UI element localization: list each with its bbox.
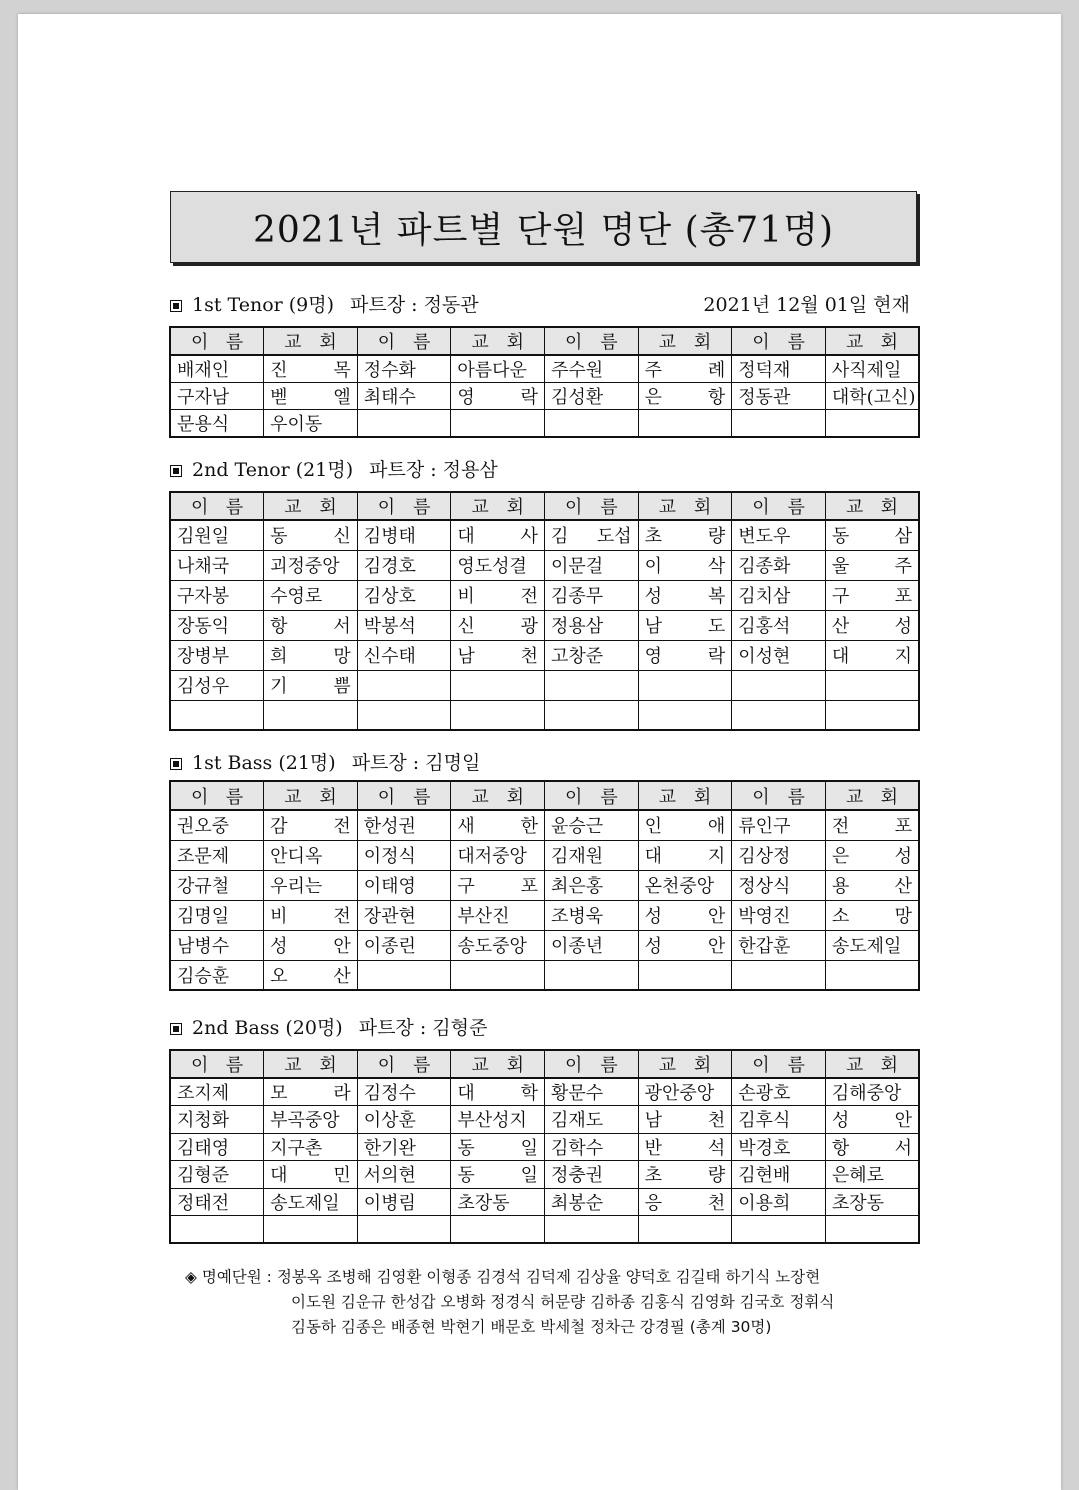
- church-cell: [825, 960, 919, 990]
- church-cell: 인 애: [638, 810, 732, 840]
- table-row: [170, 410, 919, 438]
- table-header-row: [170, 327, 919, 355]
- table-header-row: [170, 1050, 919, 1078]
- church-cell: 영도성결: [451, 550, 545, 580]
- church-cell: 성 안: [825, 1106, 919, 1134]
- member-name-cell: 주수원: [545, 355, 639, 383]
- column-header-name: 이 름: [357, 1050, 451, 1078]
- member-name-cell: 나채국: [170, 550, 264, 580]
- column-header-name: 이 름: [357, 492, 451, 520]
- member-name-cell: 장동익: [170, 610, 264, 640]
- church-cell: [638, 960, 732, 990]
- member-name-cell: 김현배: [732, 1161, 826, 1189]
- church-cell: 구 포: [825, 580, 919, 610]
- column-header-name: 이 름: [170, 781, 264, 810]
- column-header-church: 교 회: [825, 781, 919, 810]
- member-name-cell: [545, 700, 639, 730]
- honorary-line: 이도원 김운규 한성갑 오병화 정경식 허문량 김하종 김홍식 김영화 김국호 정휘식: [291, 1293, 835, 1311]
- church-cell: 초장동: [451, 1188, 545, 1216]
- column-header-church: 교 회: [451, 327, 545, 355]
- church-cell: [638, 700, 732, 730]
- church-cell: 아름다운: [451, 355, 545, 383]
- church-cell: 온천중앙: [638, 870, 732, 900]
- member-name-cell: 김재도: [545, 1106, 639, 1134]
- church-cell: [638, 670, 732, 700]
- member-name-cell: 윤승근: [545, 810, 639, 840]
- column-header-church: 교 회: [451, 1050, 545, 1078]
- church-cell: 신 광: [451, 610, 545, 640]
- member-name-cell: [170, 700, 264, 730]
- section-heading-2nd-bass: [170, 1016, 920, 1040]
- church-cell: 용 산: [825, 870, 919, 900]
- member-name-cell: [357, 960, 451, 990]
- member-name-cell: 박영진: [732, 900, 826, 930]
- honorary-members: [185, 1265, 925, 1340]
- title-text: 2021년 파트별 단원 명단 (총71명): [252, 209, 835, 251]
- member-name-cell: 김성우: [170, 670, 264, 700]
- member-name-cell: 김성환: [545, 383, 639, 410]
- column-header-church: 교 회: [264, 492, 358, 520]
- member-name-cell: 정동관: [732, 383, 826, 410]
- church-cell: 비 전: [264, 900, 358, 930]
- part-label: 2nd Tenor (21명): [192, 459, 354, 481]
- member-name-cell: [545, 1216, 639, 1244]
- table-row: [170, 670, 919, 700]
- table-row: [170, 700, 919, 730]
- column-header-name: 이 름: [170, 492, 264, 520]
- member-name-cell: 김상호: [357, 580, 451, 610]
- section-heading-1st-bass: [170, 751, 920, 775]
- church-cell: 대학(고신): [825, 383, 919, 410]
- honorary-line: 김동하 김종은 배종현 박현기 배문호 박세철 정차근 강경필 (총계 30명): [291, 1318, 772, 1336]
- church-cell: 동 일: [451, 1133, 545, 1161]
- member-name-cell: 김경호: [357, 550, 451, 580]
- church-cell: 동 일: [451, 1161, 545, 1189]
- church-cell: 초 량: [638, 1161, 732, 1189]
- square-bullet-icon: [170, 1023, 182, 1035]
- member-name-cell: 구자봉: [170, 580, 264, 610]
- church-cell: 송도제일: [825, 930, 919, 960]
- church-cell: [451, 960, 545, 990]
- church-cell: 성 안: [264, 930, 358, 960]
- column-header-church: 교 회: [638, 1050, 732, 1078]
- church-cell: [638, 1216, 732, 1244]
- square-bullet-icon: [170, 465, 182, 477]
- table-row: [170, 1161, 919, 1189]
- church-cell: 대 사: [451, 520, 545, 550]
- church-cell: 반 석: [638, 1133, 732, 1161]
- church-cell: 항 서: [264, 610, 358, 640]
- member-name-cell: 이용희: [732, 1188, 826, 1216]
- column-header-church: 교 회: [638, 327, 732, 355]
- church-cell: 수영로: [264, 580, 358, 610]
- church-cell: [825, 1216, 919, 1244]
- column-header-name: 이 름: [732, 492, 826, 520]
- church-cell: [264, 1216, 358, 1244]
- church-cell: 새 한: [451, 810, 545, 840]
- column-header-name: 이 름: [545, 327, 639, 355]
- church-cell: [451, 700, 545, 730]
- member-name-cell: [732, 670, 826, 700]
- church-cell: [451, 410, 545, 438]
- member-name-cell: 김정수: [357, 1078, 451, 1106]
- member-name-cell: 이종년: [545, 930, 639, 960]
- column-header-name: 이 름: [357, 327, 451, 355]
- member-name-cell: 이종린: [357, 930, 451, 960]
- column-header-church: 교 회: [264, 1050, 358, 1078]
- member-name-cell: 김형준: [170, 1161, 264, 1189]
- table-row: [170, 1216, 919, 1244]
- member-name-cell: [732, 410, 826, 438]
- member-name-cell: 정태전: [170, 1188, 264, 1216]
- church-cell: 지구촌: [264, 1133, 358, 1161]
- member-name-cell: 한갑훈: [732, 930, 826, 960]
- table-row: [170, 1133, 919, 1161]
- member-name-cell: 정상식: [732, 870, 826, 900]
- member-name-cell: 정덕재: [732, 355, 826, 383]
- part-leader: 파트장 : 정용삼: [369, 459, 498, 481]
- table-row: [170, 900, 919, 930]
- table-header-row: [170, 781, 919, 810]
- roster-table-2nd-bass: [169, 1049, 920, 1244]
- church-cell: 대저중앙: [451, 840, 545, 870]
- church-cell: 부산성지: [451, 1106, 545, 1134]
- member-name-cell: 조문제: [170, 840, 264, 870]
- as-of-date: 2021년 12월 01일 현재: [703, 294, 910, 316]
- page-title: [170, 191, 917, 263]
- table-row: [170, 580, 919, 610]
- member-name-cell: 신수태: [357, 640, 451, 670]
- member-name-cell: 김상정: [732, 840, 826, 870]
- member-name-cell: 정충권: [545, 1161, 639, 1189]
- part-label: 1st Tenor (9명): [192, 294, 335, 316]
- member-name-cell: 최봉순: [545, 1188, 639, 1216]
- member-name-cell: 강규철: [170, 870, 264, 900]
- church-cell: 벧 엘: [264, 383, 358, 410]
- column-header-name: 이 름: [545, 781, 639, 810]
- church-cell: 응 천: [638, 1188, 732, 1216]
- church-cell: 남 천: [451, 640, 545, 670]
- member-name-cell: 김태영: [170, 1133, 264, 1161]
- church-cell: 동 삼: [825, 520, 919, 550]
- member-name-cell: 문용식: [170, 410, 264, 438]
- church-cell: 광안중앙: [638, 1078, 732, 1106]
- church-cell: 희 망: [264, 640, 358, 670]
- church-cell: 송도제일: [264, 1188, 358, 1216]
- table-row: [170, 810, 919, 840]
- member-name-cell: [357, 1216, 451, 1244]
- church-cell: 감 전: [264, 810, 358, 840]
- column-header-name: 이 름: [357, 781, 451, 810]
- member-name-cell: 김승훈: [170, 960, 264, 990]
- church-cell: 부산진: [451, 900, 545, 930]
- table-row: [170, 1078, 919, 1106]
- table-row: [170, 870, 919, 900]
- roster-table-1st-bass: [169, 780, 920, 991]
- member-name-cell: 최태수: [357, 383, 451, 410]
- column-header-name: 이 름: [545, 492, 639, 520]
- church-cell: 소 망: [825, 900, 919, 930]
- member-name-cell: 지청화: [170, 1106, 264, 1134]
- church-cell: 안디옥: [264, 840, 358, 870]
- member-name-cell: 변도우: [732, 520, 826, 550]
- church-cell: 울 주: [825, 550, 919, 580]
- table-row: [170, 1188, 919, 1216]
- column-header-church: 교 회: [264, 781, 358, 810]
- church-cell: [451, 1216, 545, 1244]
- part-leader: 파트장 : 정동관: [350, 294, 479, 316]
- church-cell: 사직제일: [825, 355, 919, 383]
- church-cell: 구 포: [451, 870, 545, 900]
- member-name-cell: 한기완: [357, 1133, 451, 1161]
- column-header-name: 이 름: [732, 781, 826, 810]
- column-header-name: 이 름: [170, 327, 264, 355]
- church-cell: 주 례: [638, 355, 732, 383]
- member-name-cell: 이문걸: [545, 550, 639, 580]
- church-cell: 항 서: [825, 1133, 919, 1161]
- church-cell: 이 삭: [638, 550, 732, 580]
- church-cell: 산 성: [825, 610, 919, 640]
- column-header-church: 교 회: [638, 492, 732, 520]
- member-name-cell: 권오중: [170, 810, 264, 840]
- table-row: [170, 1106, 919, 1134]
- member-name-cell: 김 도섭: [545, 520, 639, 550]
- member-name-cell: 조지제: [170, 1078, 264, 1106]
- part-label: 2nd Bass (20명): [192, 1017, 343, 1039]
- honorary-label: ◈ 명예단원 :: [185, 1268, 272, 1286]
- church-cell: 성 안: [638, 900, 732, 930]
- member-name-cell: 서의현: [357, 1161, 451, 1189]
- church-cell: 비 전: [451, 580, 545, 610]
- church-cell: [825, 670, 919, 700]
- church-cell: 은혜로: [825, 1161, 919, 1189]
- table-row: [170, 960, 919, 990]
- member-name-cell: 최은홍: [545, 870, 639, 900]
- square-bullet-icon: [170, 758, 182, 770]
- member-name-cell: 정수화: [357, 355, 451, 383]
- member-name-cell: 김종무: [545, 580, 639, 610]
- member-name-cell: 남병수: [170, 930, 264, 960]
- table-row: [170, 520, 919, 550]
- church-cell: 대 민: [264, 1161, 358, 1189]
- member-name-cell: 정용삼: [545, 610, 639, 640]
- member-name-cell: [357, 670, 451, 700]
- column-header-church: 교 회: [825, 492, 919, 520]
- section-heading-1st-tenor: [170, 293, 920, 317]
- member-name-cell: [357, 410, 451, 438]
- church-cell: 부곡중앙: [264, 1106, 358, 1134]
- church-cell: 진 목: [264, 355, 358, 383]
- member-name-cell: [545, 670, 639, 700]
- member-name-cell: 장관현: [357, 900, 451, 930]
- column-header-church: 교 회: [264, 327, 358, 355]
- church-cell: 동 신: [264, 520, 358, 550]
- church-cell: 영 락: [451, 383, 545, 410]
- table-row: [170, 840, 919, 870]
- part-label: 1st Bass (21명): [192, 752, 336, 774]
- column-header-church: 교 회: [638, 781, 732, 810]
- church-cell: [264, 700, 358, 730]
- church-cell: 송도중앙: [451, 930, 545, 960]
- member-name-cell: 황문수: [545, 1078, 639, 1106]
- table-row: [170, 640, 919, 670]
- church-cell: 초 량: [638, 520, 732, 550]
- church-cell: 모 라: [264, 1078, 358, 1106]
- church-cell: 대 지: [638, 840, 732, 870]
- table-header-row: [170, 492, 919, 520]
- section-heading-2nd-tenor: [170, 458, 920, 482]
- table-row: [170, 610, 919, 640]
- member-name-cell: 박경호: [732, 1133, 826, 1161]
- church-cell: 남 천: [638, 1106, 732, 1134]
- honorary-line: 정봉옥 조병해 김영환 이형종 김경석 김덕제 김상율 양덕호 김길태 하기식 노장현: [276, 1268, 821, 1286]
- church-cell: 은 성: [825, 840, 919, 870]
- member-name-cell: 고창준: [545, 640, 639, 670]
- member-name-cell: [357, 700, 451, 730]
- member-name-cell: 손광호: [732, 1078, 826, 1106]
- church-cell: 괴정중앙: [264, 550, 358, 580]
- square-bullet-icon: [170, 300, 182, 312]
- roster-table-1st-tenor: [169, 326, 920, 438]
- church-cell: 초장동: [825, 1188, 919, 1216]
- church-cell: 은 항: [638, 383, 732, 410]
- church-cell: [638, 410, 732, 438]
- church-cell: 영 락: [638, 640, 732, 670]
- member-name-cell: 김학수: [545, 1133, 639, 1161]
- column-header-church: 교 회: [825, 1050, 919, 1078]
- column-header-church: 교 회: [451, 492, 545, 520]
- member-name-cell: 구자남: [170, 383, 264, 410]
- member-name-cell: [545, 960, 639, 990]
- member-name-cell: 이성현: [732, 640, 826, 670]
- member-name-cell: [732, 960, 826, 990]
- member-name-cell: 김재원: [545, 840, 639, 870]
- member-name-cell: 한성권: [357, 810, 451, 840]
- column-header-church: 교 회: [451, 781, 545, 810]
- church-cell: [825, 700, 919, 730]
- member-name-cell: 김병태: [357, 520, 451, 550]
- member-name-cell: 이상훈: [357, 1106, 451, 1134]
- church-cell: [825, 410, 919, 438]
- member-name-cell: 김원일: [170, 520, 264, 550]
- member-name-cell: 박봉석: [357, 610, 451, 640]
- church-cell: 우리는: [264, 870, 358, 900]
- member-name-cell: 류인구: [732, 810, 826, 840]
- church-cell: 우이동: [264, 410, 358, 438]
- church-cell: 오 산: [264, 960, 358, 990]
- member-name-cell: 김홍석: [732, 610, 826, 640]
- member-name-cell: [545, 410, 639, 438]
- table-row: [170, 383, 919, 410]
- column-header-church: 교 회: [825, 327, 919, 355]
- column-header-name: 이 름: [170, 1050, 264, 1078]
- member-name-cell: 조병욱: [545, 900, 639, 930]
- column-header-name: 이 름: [545, 1050, 639, 1078]
- member-name-cell: 이병림: [357, 1188, 451, 1216]
- church-cell: 성 안: [638, 930, 732, 960]
- church-cell: 전 포: [825, 810, 919, 840]
- church-cell: 기 쁨: [264, 670, 358, 700]
- part-leader: 파트장 : 김명일: [351, 752, 481, 774]
- column-header-name: 이 름: [732, 327, 826, 355]
- member-name-cell: [732, 700, 826, 730]
- member-name-cell: 김명일: [170, 900, 264, 930]
- table-row: [170, 355, 919, 383]
- church-cell: 남 도: [638, 610, 732, 640]
- member-name-cell: [170, 1216, 264, 1244]
- roster-table-2nd-tenor: [169, 491, 920, 731]
- church-cell: 김해중앙: [825, 1078, 919, 1106]
- church-cell: [451, 670, 545, 700]
- table-row: [170, 930, 919, 960]
- member-name-cell: 이태영: [357, 870, 451, 900]
- member-name-cell: [732, 1216, 826, 1244]
- member-name-cell: 김치삼: [732, 580, 826, 610]
- table-row: [170, 550, 919, 580]
- member-name-cell: 김종화: [732, 550, 826, 580]
- member-name-cell: 배재인: [170, 355, 264, 383]
- member-name-cell: 장병부: [170, 640, 264, 670]
- church-cell: 대 지: [825, 640, 919, 670]
- member-name-cell: 이정식: [357, 840, 451, 870]
- member-name-cell: 김후식: [732, 1106, 826, 1134]
- church-cell: 대 학: [451, 1078, 545, 1106]
- church-cell: 성 복: [638, 580, 732, 610]
- column-header-name: 이 름: [732, 1050, 826, 1078]
- part-leader: 파트장 : 김형준: [358, 1017, 488, 1039]
